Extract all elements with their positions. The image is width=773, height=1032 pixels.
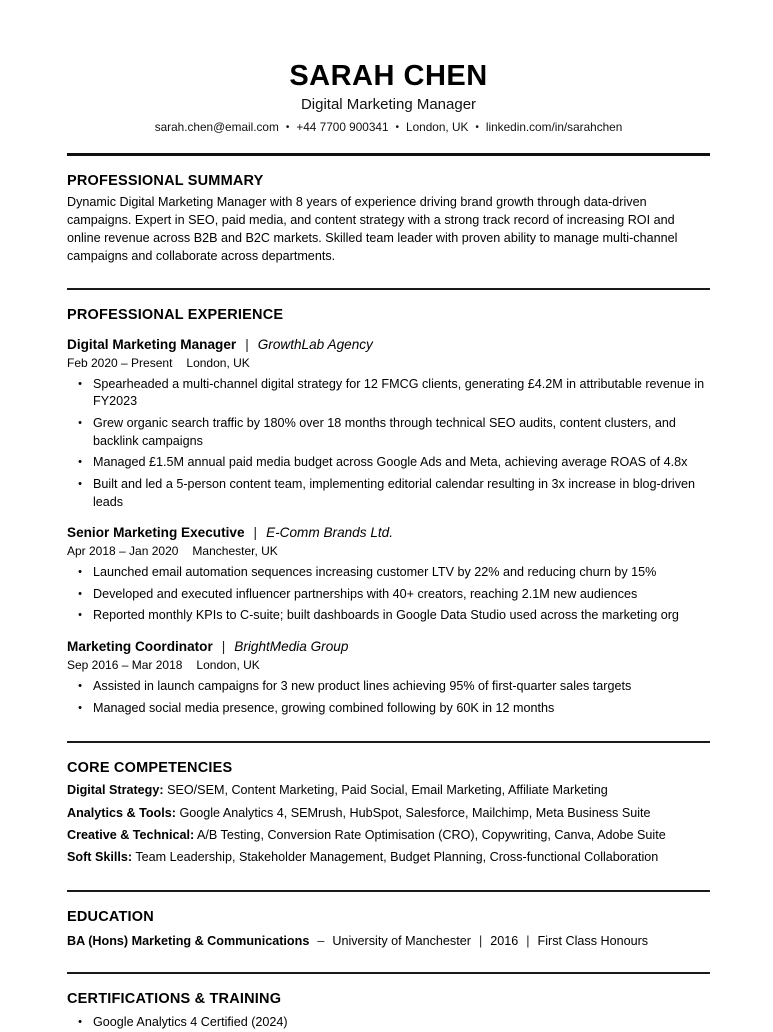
pipe-separator: | (221, 639, 226, 655)
bullet-item (67, 564, 710, 582)
bullet-glyph: • (78, 680, 82, 693)
certification-text: Google Analytics 4 Certified (2024) (93, 1015, 288, 1030)
bullet-text: Spearheaded a multi-channel digital strategy for 12 FMCG clients, generating £4.2M in attributable revenue in FY2023 (93, 376, 705, 409)
education-entry (67, 934, 710, 948)
job-meta-line (67, 544, 710, 558)
education-honours: First Class Honours (537, 934, 649, 949)
pipe-separator: | (253, 525, 258, 541)
bullet-glyph: • (78, 417, 82, 430)
section-professional-experience (67, 307, 710, 718)
bullet-text: Built and led a 5-person content team, implementing editorial calendar resulting in 3x increase in blog-driven leads (93, 476, 696, 509)
section-divider (67, 890, 710, 892)
job-location: Manchester, UK (192, 544, 278, 559)
pipe-separator: | (478, 934, 483, 949)
bullet-item (67, 586, 710, 604)
education-heading: EDUCATION (67, 909, 154, 926)
bullet-text: Managed social media presence, growing combined following by 60K in 12 months (93, 700, 555, 715)
section-education (67, 909, 710, 948)
bullet-text: Developed and executed influencer partnerships with 40+ creators, reaching 2.1M new audiences (93, 586, 638, 601)
bullet-list (67, 376, 710, 511)
job-dates: Feb 2020 – Present (67, 355, 173, 370)
dot-separator-icon: • (395, 122, 400, 134)
competency-row (67, 826, 710, 844)
competency-rows (67, 781, 710, 866)
bullet-glyph: • (78, 477, 82, 490)
bullet-item (67, 700, 710, 718)
job-location: London, UK (196, 658, 260, 673)
bullet-glyph: • (78, 1016, 82, 1029)
job-title: Digital Marketing Manager (67, 336, 237, 352)
competency-label: Analytics & Tools: (67, 805, 176, 820)
job-company: BrightMedia Group (234, 639, 349, 655)
bullet-glyph: • (78, 587, 82, 600)
education-year: 2016 (490, 934, 519, 949)
certification-item (67, 1014, 710, 1032)
competency-label: Digital Strategy: (67, 783, 164, 798)
bullet-item (67, 476, 710, 511)
section-divider (67, 288, 710, 290)
education-school: University of Manchester (332, 934, 471, 949)
competency-label: Creative & Technical: (67, 827, 195, 842)
contact-location: London, UK (406, 120, 469, 135)
bullet-text: Assisted in launch campaigns for 3 new product lines achieving 95% of first-quarter sales targets (93, 679, 632, 694)
job-dates: Sep 2016 – Mar 2018 (67, 658, 183, 673)
summary-text: Dynamic Digital Marketing Manager with 8 years of experience driving brand growth through data-driven campaigns. Expert in SEO, paid media, and content strategy with a strong track record of increasing ROI and online revenue across B2B and B2C markets. Skilled team leader with proven ability to manage multi-channel campaigns and collaborate across departments. (67, 195, 678, 263)
job-title: Marketing Coordinator (67, 639, 213, 655)
bullet-item (67, 415, 710, 450)
job-title-line (67, 639, 710, 654)
bullet-glyph: • (78, 566, 82, 579)
dash-separator: – (317, 934, 325, 949)
job-company: GrowthLab Agency (257, 336, 373, 352)
job-company: E-Comm Brands Ltd. (266, 525, 393, 541)
bullet-glyph: • (78, 609, 82, 622)
candidate-name: SARAH CHEN (289, 60, 488, 92)
job-meta-line (67, 658, 710, 672)
bullet-text: Managed £1.5M annual paid media budget across Google Ads and Meta, achieving average ROAS of 4.8x (93, 455, 688, 470)
section-divider (67, 972, 710, 974)
bullet-list (67, 678, 710, 717)
section-certifications (67, 991, 710, 1032)
job-entry (67, 525, 710, 625)
bullet-item (67, 607, 710, 625)
dot-separator-icon: • (285, 122, 290, 134)
bullet-text: Launched email automation sequences increasing customer LTV by 22% and reducing churn by 15% (93, 565, 657, 580)
competencies-heading: CORE COMPETENCIES (67, 760, 233, 777)
competency-items: SEO/SEM, Content Marketing, Paid Social, Email Marketing, Affiliate Marketing (167, 783, 608, 798)
contact-email: sarah.chen@email.com (154, 120, 279, 135)
job-entry (67, 639, 710, 717)
bullet-glyph: • (78, 456, 82, 469)
bullet-glyph: • (78, 377, 82, 390)
bullet-glyph: • (78, 701, 82, 714)
experience-heading: PROFESSIONAL EXPERIENCE (67, 306, 284, 323)
competency-items: Google Analytics 4, SEMrush, HubSpot, Salesforce, Mailchimp, Meta Business Suite (179, 805, 651, 820)
job-meta-line (67, 356, 710, 370)
section-core-competencies (67, 760, 710, 866)
contact-phone: +44 7700 900341 (296, 120, 389, 135)
competency-items: Team Leadership, Stakeholder Management, Budget Planning, Cross-functional Collaboration (135, 850, 659, 865)
pipe-separator: | (245, 336, 249, 352)
candidate-job-title: Digital Marketing Manager (300, 96, 477, 114)
job-dates: Apr 2018 – Jan 2020 (67, 544, 179, 559)
competency-row (67, 781, 710, 799)
bullet-text: Grew organic search traffic by 180% over 18 months through technical SEO audits, content clusters, and backlink campaigns (93, 416, 676, 448)
bullet-item (67, 678, 710, 696)
bullet-item (67, 376, 710, 411)
pipe-separator: | (526, 934, 530, 949)
bullet-item (67, 454, 710, 472)
bullet-text: Reported monthly KPIs to C-suite; built dashboards in Google Data Studio used across the marketing org (93, 608, 679, 623)
section-divider (67, 741, 710, 743)
summary-heading: PROFESSIONAL SUMMARY (67, 173, 264, 190)
competency-label: Soft Skills: (67, 850, 133, 865)
certification-list (67, 1014, 710, 1032)
header-divider (67, 153, 710, 156)
education-degree: BA (Hons) Marketing & Communications (67, 934, 310, 949)
bullet-list (67, 564, 710, 625)
job-location: London, UK (186, 355, 250, 370)
job-entry (67, 337, 710, 511)
competency-items: A/B Testing, Conversion Rate Optimisation (CRO), Copywriting, Canva, Adobe Suite (196, 827, 666, 842)
job-title-line (67, 525, 710, 540)
job-title: Senior Marketing Executive (67, 525, 245, 541)
dot-separator-icon: • (475, 122, 479, 134)
competency-row (67, 804, 710, 822)
resume-header (67, 60, 710, 134)
section-professional-summary (67, 173, 710, 266)
competency-row (67, 848, 710, 866)
contact-line (67, 120, 710, 134)
contact-linkedin: linkedin.com/in/sarahchen (485, 120, 623, 135)
job-title-line (67, 337, 710, 352)
certifications-heading: CERTIFICATIONS & TRAINING (67, 991, 282, 1008)
